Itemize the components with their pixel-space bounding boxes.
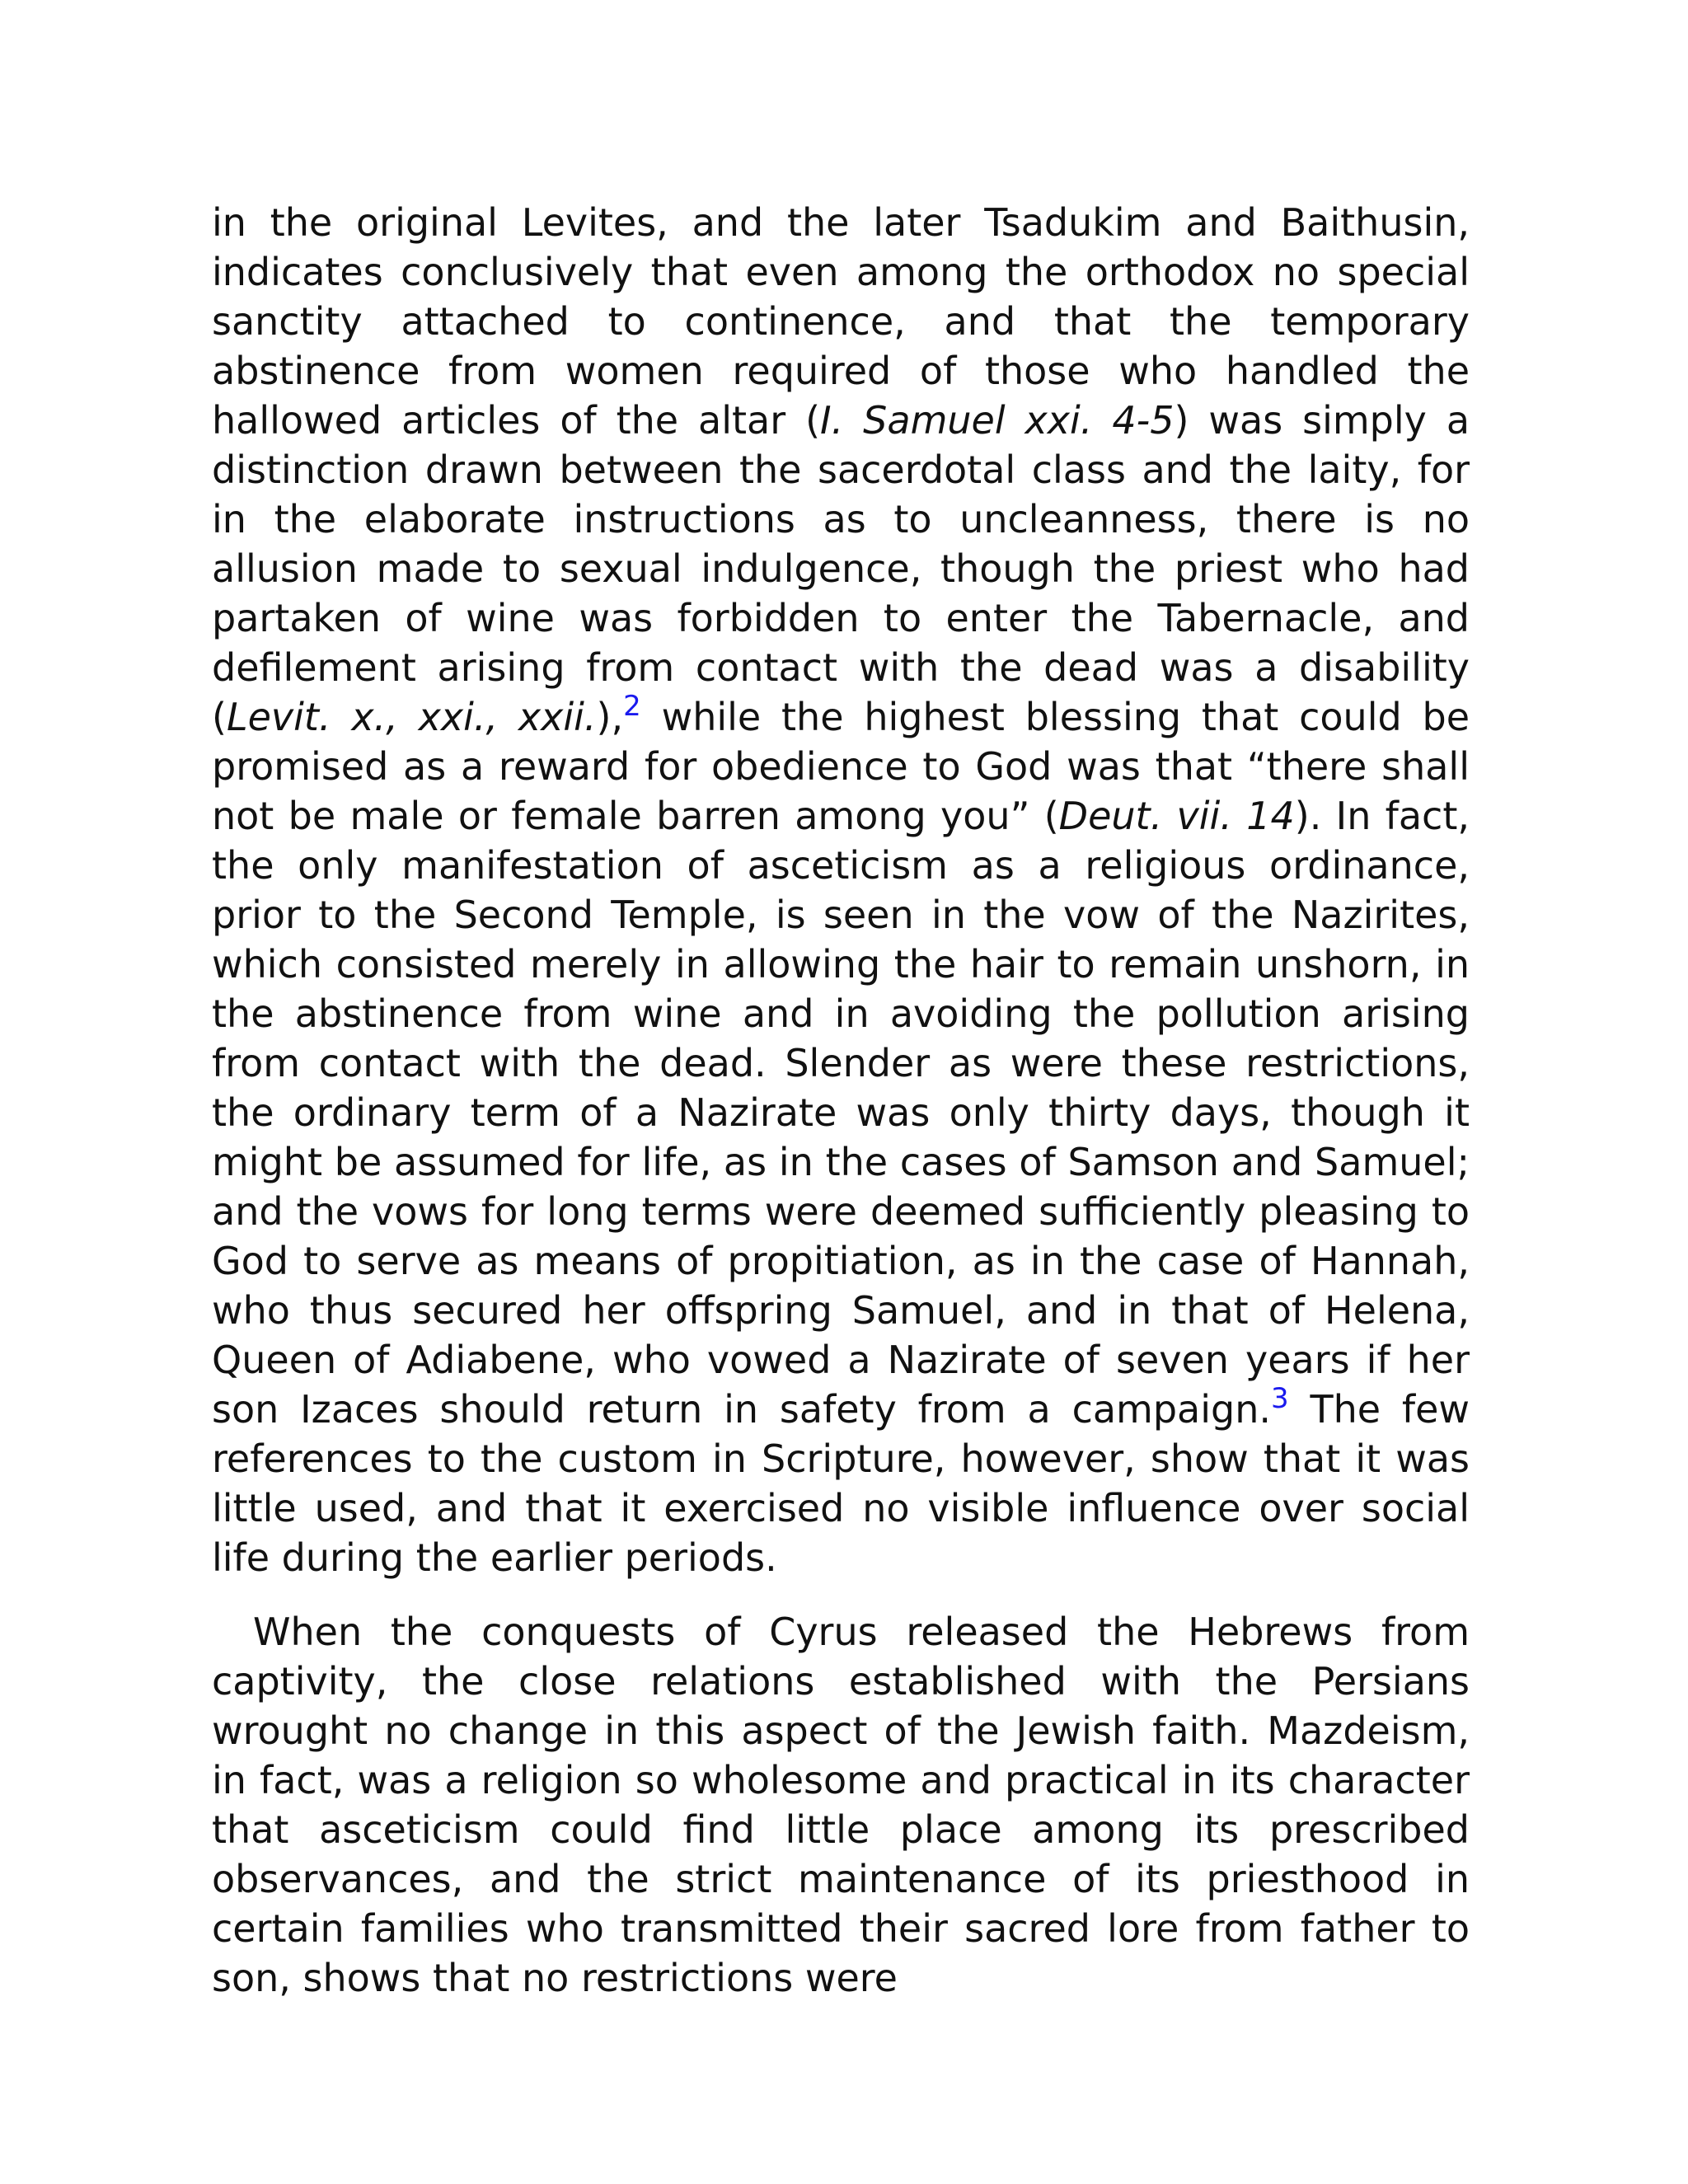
paragraph-1 — [212, 198, 1470, 1582]
text-run: ) was simply a distinction drawn between the sacerdotal class and the laity, for in the elaborate instructions as to uncleanness, there is no allusion made to sexual indulgence, though the priest who had partaken of wine was forbidden to enter the Tabernacle, and defilement arising from contact with the dead was a disability ( — [212, 398, 1470, 739]
page-body — [212, 198, 1470, 2003]
scripture-reference: Levit. x., xxi., xxii. — [226, 695, 597, 739]
scripture-reference: I. Samuel xxi. 4-5 — [820, 398, 1175, 443]
scripture-reference: Deut. vii. 14 — [1058, 794, 1295, 838]
text-run: while the highest blessing that could be promised as a reward for obedience to God was that “there shall not be male or female barren among you” ( — [212, 695, 1470, 838]
text-run: The few references to the custom in Scripture, however, show that it was little used, and that it exercised no visible influence over social life during the earlier periods. — [212, 1387, 1470, 1580]
paragraph-2 — [212, 1607, 1470, 2003]
footnote-link-2[interactable]: 2 — [623, 690, 641, 723]
text-run: ), — [596, 695, 624, 739]
text-run: When the conquests of Cyrus released the Hebrews from captivity, the close relations established with the Persians wrought no change in this aspect of the Jewish faith. Mazdeism, in fact, was a religion so wholesome and practical in its character that asceticism could find little place among its prescribed observances, and the strict maintenance of its priesthood in certain families who transmitted their sacred lore from father to son, shows that no restrictions were — [212, 1610, 1470, 2000]
footnote-link-3[interactable]: 3 — [1271, 1382, 1289, 1415]
text-run: in the original Levites, and the later Tsadukim and Baithusin, indicates conclusively that even among the orthodox no special sanctity attached to continence, and that the temporary abstinence from women required of those who handled the hallowed articles of the altar ( — [212, 200, 1470, 443]
text-run: ). In fact, the only manifestation of asceticism as a religious ordinance, prior to the Second Temple, is seen in the vow of the Nazirites, which consisted merely in allowing the hair to remain unshorn, in the abstinence from wine and in avoiding the pollution arising from contact with the dead. Slender as were these restrictions, the ordinary term of a Nazirate was only thirty days, though it might be assumed for life, as in the cases of Samson and Samuel; and the vows for long terms were deemed sufficiently pleasing to God to serve as means of propitiation, as in the case of Hannah, who thus secured her offspring Samuel, and in that of Helena, Queen of Adiabene, who vowed a Nazirate of seven years if her son Izaces should return in safety from a campaign. — [212, 794, 1470, 1432]
